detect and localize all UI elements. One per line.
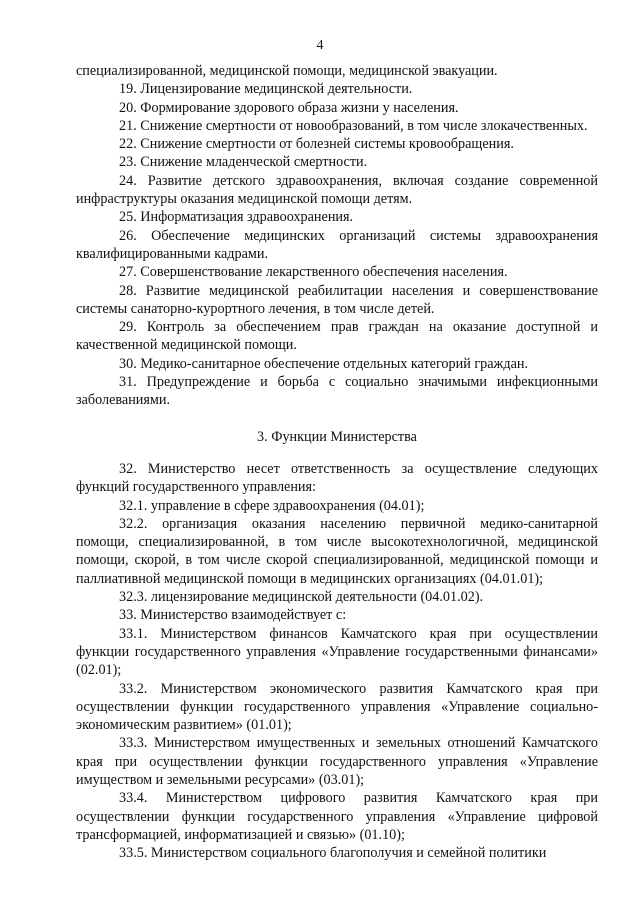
paragraph-item-25: 25. Информатизация здравоохранения. [119, 209, 354, 226]
paragraph-item-33-3: 33.3. Министерством имущественных и земельных отношений Камчатского края при осуществлении функции государственного управления «Управление имуществом и земельными ресурсами» (03.01); [76, 735, 598, 788]
paragraph-item-33-5: 33.5. Министерством социального благополучия и семейной политики [119, 845, 547, 862]
paragraph-item-26: 26. Обеспечение медицинских организаций системы здравоохранения квалифицированными кадрами. [76, 227, 598, 262]
section-heading: 3. Функции Министерства [257, 428, 417, 445]
paragraph-item-33: 33. Министерство взаимодействует с: [119, 607, 347, 624]
page-number: 4 [316, 38, 324, 53]
paragraph-item-29: 29. Контроль за обеспечением прав граждан на оказание доступной и качественной медицинской помощи. [76, 319, 598, 354]
paragraph-item-28: 28. Развитие медицинской реабилитации населения и совершенствование системы санаторно-курортного лечения, в том числе детей. [76, 282, 598, 317]
document-body [76, 62, 598, 862]
paragraph-item-33-1: 33.1. Министерством финансов Камчатского края при осуществлении функции государственного управления «Управление государственными финансами» (02.01); [76, 625, 598, 679]
paragraph-item-32-2: 32.2. организация оказания населению первичной медико-санитарной помощи, специализированной, в том числе высокотехнологичной, медицинской помощи, скорой, в том числе скорой специализированной, медицинской помощи и паллиативной медицинской помощи в медицинских организациях (04.01.01); [76, 515, 598, 587]
paragraph-item-33-2: 33.2. Министерством экономического развития Камчатского края при осуществлении функции государственного управления «Управление социально-экономическим развитием» (01.01); [76, 680, 598, 734]
paragraph-item-32-1: 32.1. управление в сфере здравоохранения (04.01); [119, 497, 425, 514]
paragraph-item-30: 30. Медико-санитарное обеспечение отдельных категорий граждан. [119, 355, 529, 372]
paragraph-item-20: 20. Формирование здорового образа жизни у населения. [119, 99, 459, 116]
paragraph-item-22: 22. Снижение смертности от болезней системы кровообращения. [119, 136, 514, 153]
paragraph-item-21: 21. Снижение смертности от новообразований, в том числе злокачественных. [119, 117, 588, 134]
spacer [76, 446, 598, 460]
paragraph-item-27: 27. Совершенствование лекарственного обеспечения населения. [119, 264, 508, 281]
paragraph-item-32: 32. Министерство несет ответственность за осуществление следующих функций государственного управления: [76, 460, 598, 496]
paragraph-item-31: 31. Предупреждение и борьба с социально значимыми инфекционными заболеваниями. [76, 374, 598, 409]
paragraph-item-24: 24. Развитие детского здравоохранения, включая создание современной инфраструктуры оказания медицинской помощи детям. [76, 172, 598, 208]
paragraph-continuation: специализированной, медицинской помощи, медицинской эвакуации. [76, 63, 498, 79]
paragraph-item-33-4: 33.4. Министерством цифрового развития Камчатского края при осуществлении функции государственного управления «Управление цифровой трансформацией, информатизацией и связью» (01.10); [76, 790, 598, 843]
paragraph-item-23: 23. Снижение младенческой смертности. [119, 154, 368, 171]
paragraph-item-19: 19. Лицензирование медицинской деятельности. [119, 81, 413, 98]
spacer [76, 410, 598, 428]
paragraph-item-32-3: 32.3. лицензирование медицинской деятельности (04.01.02). [119, 589, 484, 606]
